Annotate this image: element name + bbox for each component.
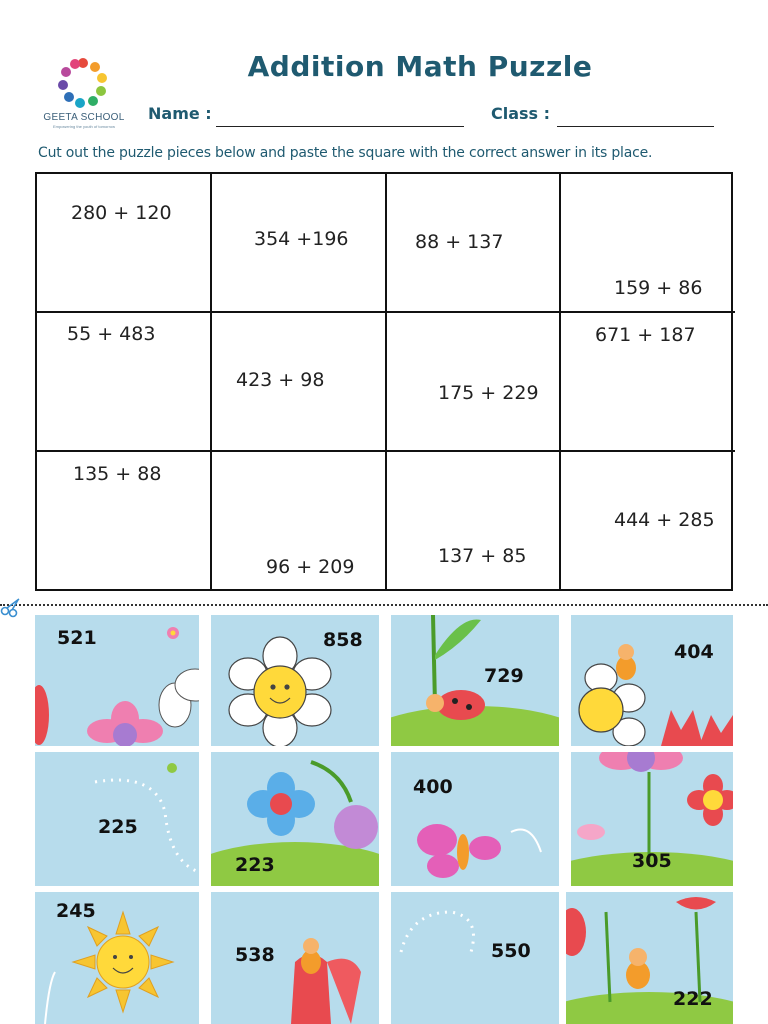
- piece-answer: 858: [323, 629, 363, 651]
- piece-answer: 550: [491, 940, 531, 962]
- ladybug-on-grass-icon: [391, 615, 559, 746]
- puzzle-piece[interactable]: [391, 892, 559, 1024]
- grid-cell[interactable]: [212, 313, 387, 452]
- piece-answer: 400: [413, 776, 453, 798]
- puzzle-piece[interactable]: [211, 615, 379, 746]
- puzzle-piece[interactable]: [211, 752, 379, 886]
- cell-expression: 175 + 229: [438, 382, 539, 404]
- piece-answer: 729: [484, 665, 524, 687]
- class-label: Class :: [491, 104, 551, 123]
- scissors-icon: [0, 596, 22, 618]
- name-field[interactable]: [216, 126, 464, 127]
- name-label: Name :: [148, 104, 212, 123]
- piece-answer: 538: [235, 944, 275, 966]
- puzzle-piece[interactable]: [391, 752, 559, 886]
- logo-name: GEETA SCHOOL: [43, 112, 125, 123]
- cell-expression: 159 + 86: [614, 277, 703, 299]
- cell-expression: 88 + 137: [415, 231, 504, 253]
- grid-cell[interactable]: [387, 313, 561, 452]
- grid-cell[interactable]: [561, 452, 735, 591]
- grid-cell[interactable]: [212, 174, 387, 313]
- grid-cell[interactable]: [387, 452, 561, 591]
- puzzle-piece[interactable]: [571, 752, 733, 886]
- grid-cell[interactable]: [37, 313, 212, 452]
- butterfly-icon: [391, 752, 559, 886]
- puzzle-piece[interactable]: [35, 892, 199, 1024]
- sun-flower-bug-icon: [571, 615, 733, 746]
- piece-answer: 245: [56, 900, 96, 922]
- puzzle-piece[interactable]: [391, 615, 559, 746]
- cell-expression: 444 + 285: [614, 509, 715, 531]
- page-title: Addition Math Puzzle: [247, 50, 593, 83]
- piece-answer: 305: [632, 850, 672, 872]
- puzzle-piece[interactable]: [566, 892, 733, 1024]
- piece-answer: 404: [674, 641, 714, 663]
- grid-cell[interactable]: [561, 174, 735, 313]
- grid-cell[interactable]: [212, 452, 387, 591]
- puzzle-piece[interactable]: [211, 892, 379, 1024]
- logo-tagline: Empowering the youth of tomorrow: [52, 124, 116, 129]
- cell-expression: 55 + 483: [67, 323, 156, 345]
- cell-expression: 671 + 187: [595, 324, 696, 346]
- piece-answer: 222: [673, 988, 713, 1010]
- piece-answer: 225: [98, 816, 138, 838]
- puzzle-piece[interactable]: [35, 752, 199, 886]
- puzzle-grid: [35, 172, 733, 591]
- grid-cell[interactable]: [561, 313, 735, 452]
- cell-expression: 96 + 209: [266, 556, 355, 578]
- cut-line: [0, 604, 768, 606]
- grid-cell[interactable]: [37, 452, 212, 591]
- puzzle-piece[interactable]: [571, 615, 733, 746]
- cell-expression: 354 +196: [254, 228, 349, 250]
- cell-expression: 135 + 88: [73, 463, 162, 485]
- puzzle-piece[interactable]: [35, 615, 199, 746]
- cell-expression: 137 + 85: [438, 545, 527, 567]
- class-field[interactable]: [557, 126, 714, 127]
- cell-expression: 423 + 98: [236, 369, 325, 391]
- instructions: Cut out the puzzle pieces below and paste the square with the correct answer in its place.: [38, 145, 653, 161]
- piece-answer: 223: [235, 854, 275, 876]
- grid-cell[interactable]: [37, 174, 212, 313]
- piece-answer: 521: [57, 627, 97, 649]
- grid-cell[interactable]: [387, 174, 561, 313]
- swirl-dots-icon: [391, 892, 559, 1024]
- cell-expression: 280 + 120: [71, 202, 172, 224]
